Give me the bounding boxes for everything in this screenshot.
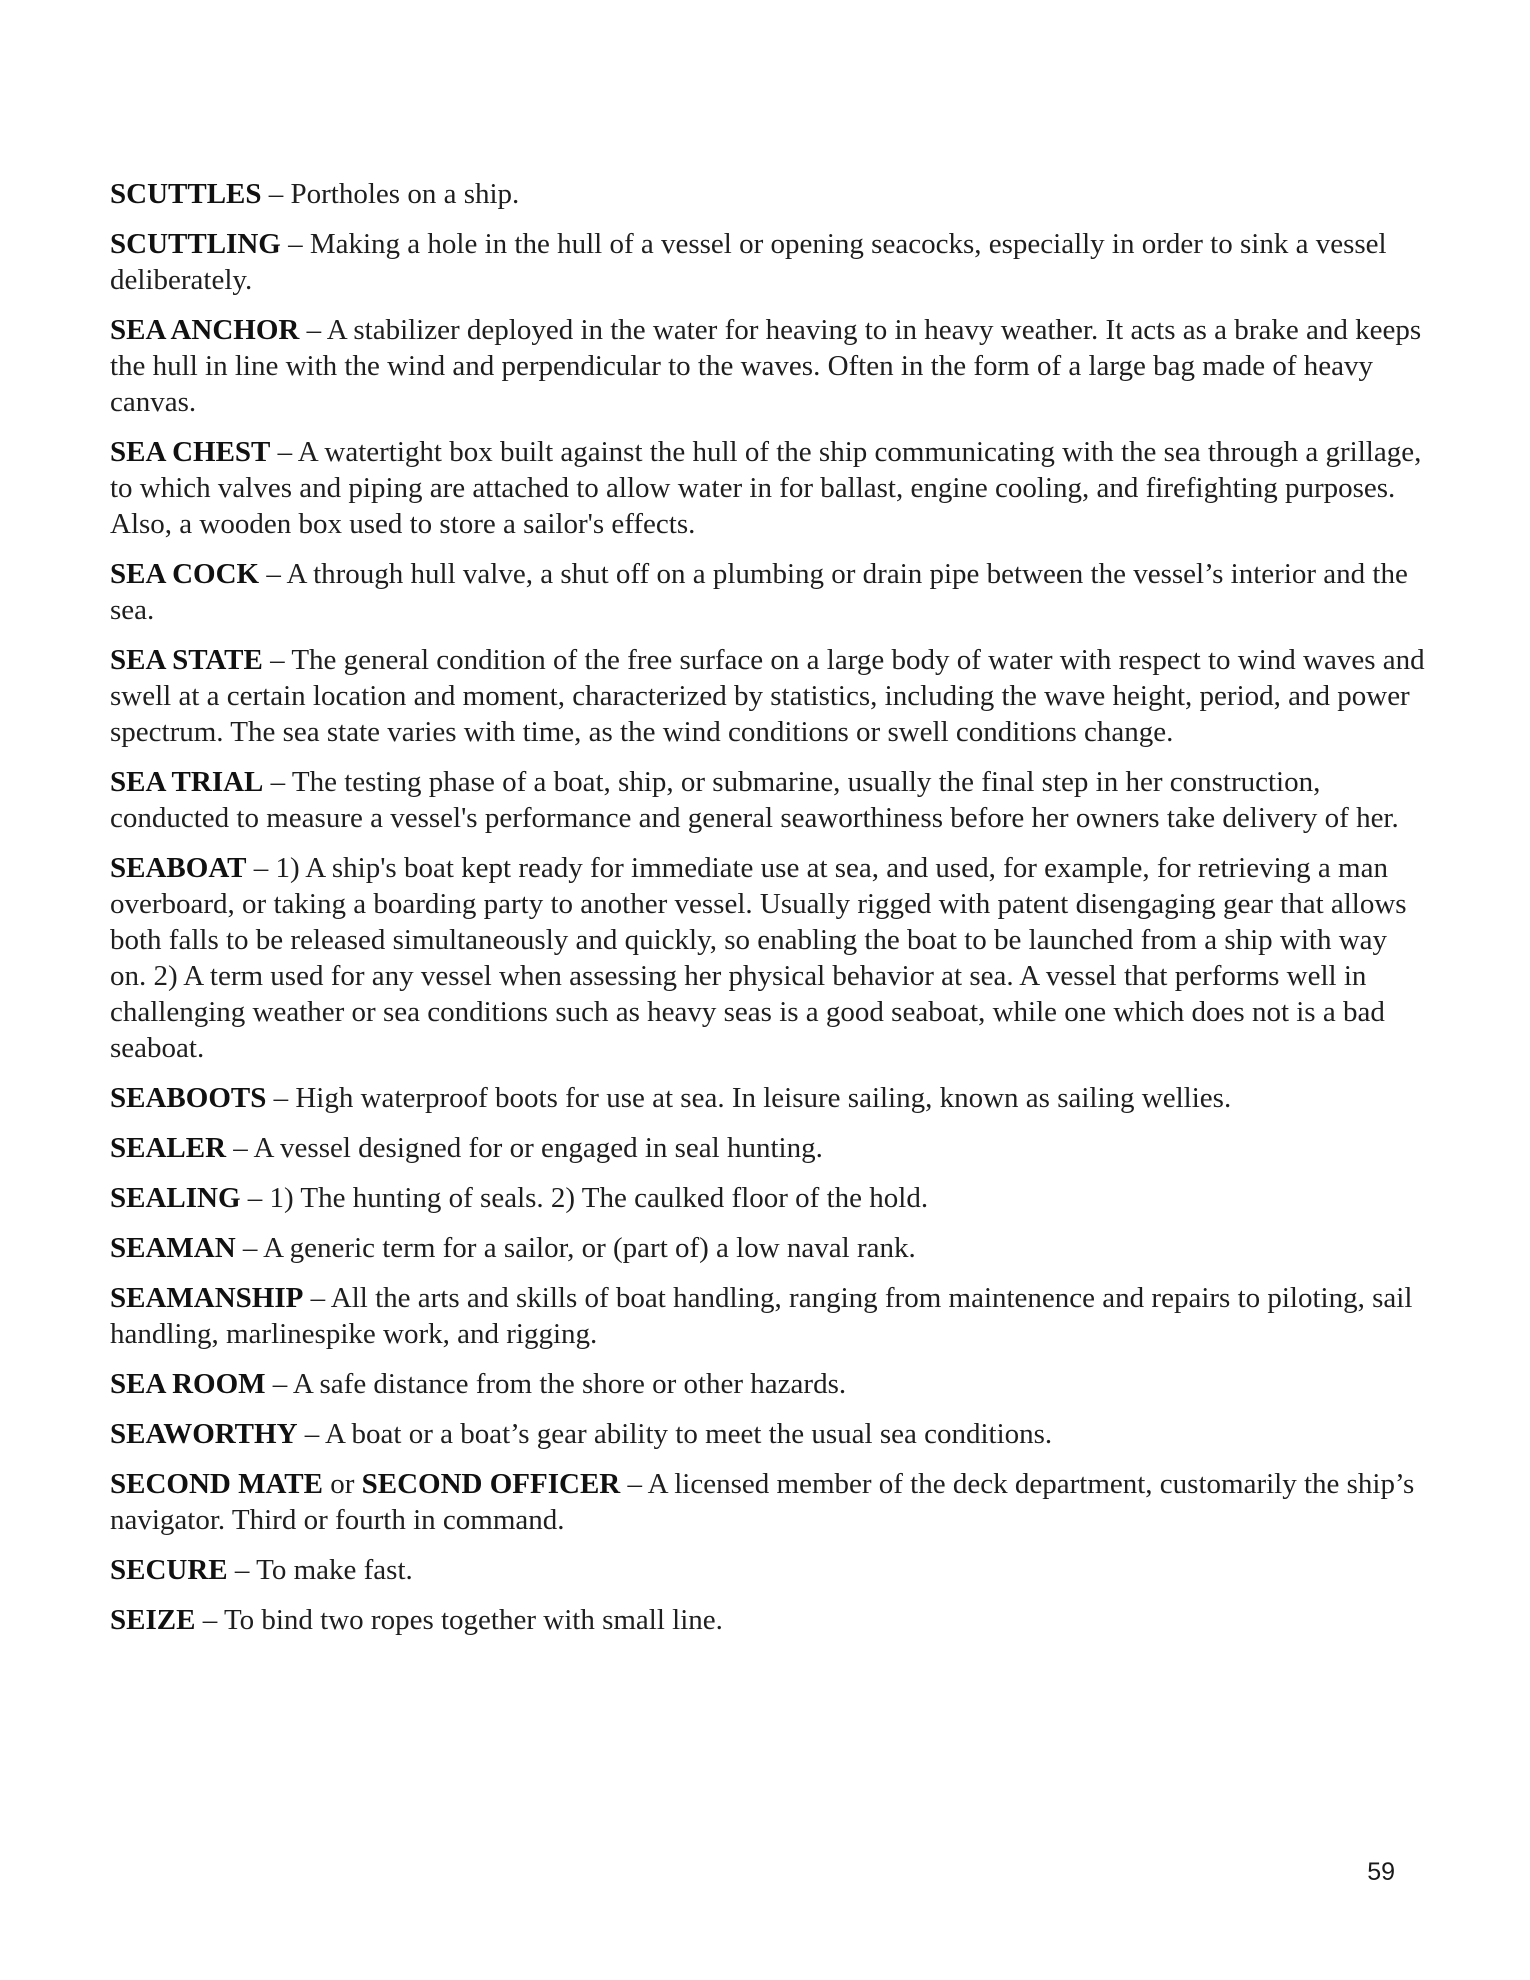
entry-term: SECURE [110, 1554, 228, 1586]
glossary-entries [110, 176, 1428, 1652]
glossary-entry [110, 1552, 1428, 1588]
entry-term: SCUTTLES [110, 178, 262, 210]
entry-definition: A boat or a boat’s gear ability to meet the usual sea conditions. [324, 1418, 1053, 1450]
entry-definition: The testing phase of a boat, ship, or submarine, usually the final step in her construction, conducted to measure a vessel's performance and general seaworthiness before her owners take delivery of her. [110, 766, 1399, 834]
entry-definition: Portholes on a ship. [290, 178, 520, 210]
entry-term2: SECOND OFFICER [361, 1468, 621, 1500]
entry-definition: Making a hole in the hull of a vessel or opening seacocks, especially in order to sink a vessel deliberately. [110, 228, 1387, 296]
entry-definition: A watertight box built against the hull of the ship communicating with the sea through a grillage, to which valves and piping are attached to allow water in for ballast, engine cooling, and firefighting purposes. Also, a wooden box used to store a sailor's effects. [110, 436, 1422, 540]
entry-definition: All the arts and skills of boat handling, ranging from maintenence and repairs to piloting, sail handling, marlinespike work, and rigging. [110, 1282, 1413, 1350]
entry-separator: – [246, 852, 276, 884]
entry-definition: A generic term for a sailor, or (part of) a low naval rank. [263, 1232, 916, 1264]
entry-separator: – [265, 1368, 293, 1400]
entry-separator: – [240, 1182, 270, 1214]
entry-conjunction: or [322, 1468, 362, 1500]
entry-separator: – [270, 436, 298, 468]
page-number: 59 [1367, 1858, 1395, 1886]
entry-definition: 1) A ship's boat kept ready for immediate use at sea, and used, for example, for retrieving a man overboard, or taking a boarding party to another vessel. Usually rigged with patent disengaging gear that allows both falls to be released simultaneously and quickly, so enabling the boat to be launched from a ship with way on. 2) A term used for any vessel when assessing her physical behavior at sea. A vessel that performs well in challenging weather or sea conditions such as heavy seas is a good seaboat, while one which does not is a bad seaboat. [110, 852, 1407, 1064]
entry-term: SEAWORTHY [110, 1418, 298, 1450]
entry-term: SEA ANCHOR [110, 314, 300, 346]
glossary-entry [110, 312, 1428, 420]
entry-term: SEALING [110, 1182, 241, 1214]
entry-separator: – [280, 228, 310, 260]
glossary-entry [110, 556, 1428, 628]
entry-term: SEA STATE [110, 644, 263, 676]
glossary-entry [110, 1466, 1428, 1538]
glossary-entry [110, 1602, 1428, 1638]
entry-separator: – [259, 558, 287, 590]
glossary-entry [110, 1230, 1428, 1266]
entry-term: SEALER [110, 1132, 227, 1164]
entry-definition: 1) The hunting of seals. 2) The caulked floor of the hold. [269, 1182, 929, 1214]
glossary-entry [110, 434, 1428, 542]
entry-separator: – [303, 1282, 331, 1314]
entry-definition: A licensed member of the deck department, customarily the ship’s navigator. Third or fourth in command. [110, 1468, 1415, 1536]
entry-separator: – [227, 1554, 257, 1586]
entry-term: SEIZE [110, 1604, 196, 1636]
entry-definition: To make fast. [256, 1554, 413, 1586]
entry-term: SEAMAN [110, 1232, 236, 1264]
glossary-entry [110, 1416, 1428, 1452]
entry-term: SEAMANSHIP [110, 1282, 304, 1314]
glossary-entry [110, 226, 1428, 298]
entry-definition: A through hull valve, a shut off on a plumbing or drain pipe between the vessel’s interior and the sea. [110, 558, 1408, 626]
entry-separator: – [263, 766, 292, 798]
entry-term: SEA CHEST [110, 436, 271, 468]
glossary-entry [110, 1280, 1428, 1352]
entry-separator: – [262, 644, 292, 676]
glossary-entry [110, 850, 1428, 1066]
entry-separator: – [261, 178, 291, 210]
glossary-entry [110, 642, 1428, 750]
glossary-entry [110, 1080, 1428, 1116]
entry-separator: – [266, 1082, 296, 1114]
entry-term: SEA ROOM [110, 1368, 266, 1400]
entry-term: SEABOOTS [110, 1082, 267, 1114]
entry-definition: A vessel designed for or engaged in seal hunting. [253, 1132, 823, 1164]
entry-term: SEABOAT [110, 852, 247, 884]
entry-definition: The general condition of the free surface on a large body of water with respect to wind waves and swell at a certain location and moment, characterized by statistics, including the wave height, period, and power spectrum. The sea state varies with time, as the wind conditions or swell conditions change. [110, 644, 1425, 748]
entry-term: SEA TRIAL [110, 766, 264, 798]
entry-separator: – [299, 314, 327, 346]
glossary-entry [110, 176, 1428, 212]
entry-definition: High waterproof boots for use at sea. In leisure sailing, known as sailing wellies. [295, 1082, 1232, 1114]
entry-definition: A safe distance from the shore or other hazards. [292, 1368, 847, 1400]
entry-definition: A stabilizer deployed in the water for heaving to in heavy weather. It acts as a brake and keeps the hull in line with the wind and perpendicular to the waves. Often in the form of a large bag made of heavy canvas. [110, 314, 1422, 418]
entry-separator: – [620, 1468, 648, 1500]
entry-separator: – [226, 1132, 254, 1164]
glossary-entry [110, 1180, 1428, 1216]
glossary-entry [110, 1366, 1428, 1402]
entry-term: SEA COCK [110, 558, 260, 590]
entry-term: SECOND MATE [110, 1468, 323, 1500]
entry-term: SCUTTLING [110, 228, 281, 260]
glossary-entry [110, 764, 1428, 836]
entry-definition: To bind two ropes together with small line. [223, 1604, 723, 1636]
entry-separator: – [195, 1604, 224, 1636]
entry-separator: – [297, 1418, 325, 1450]
glossary-entry [110, 1130, 1428, 1166]
entry-separator: – [235, 1232, 264, 1264]
